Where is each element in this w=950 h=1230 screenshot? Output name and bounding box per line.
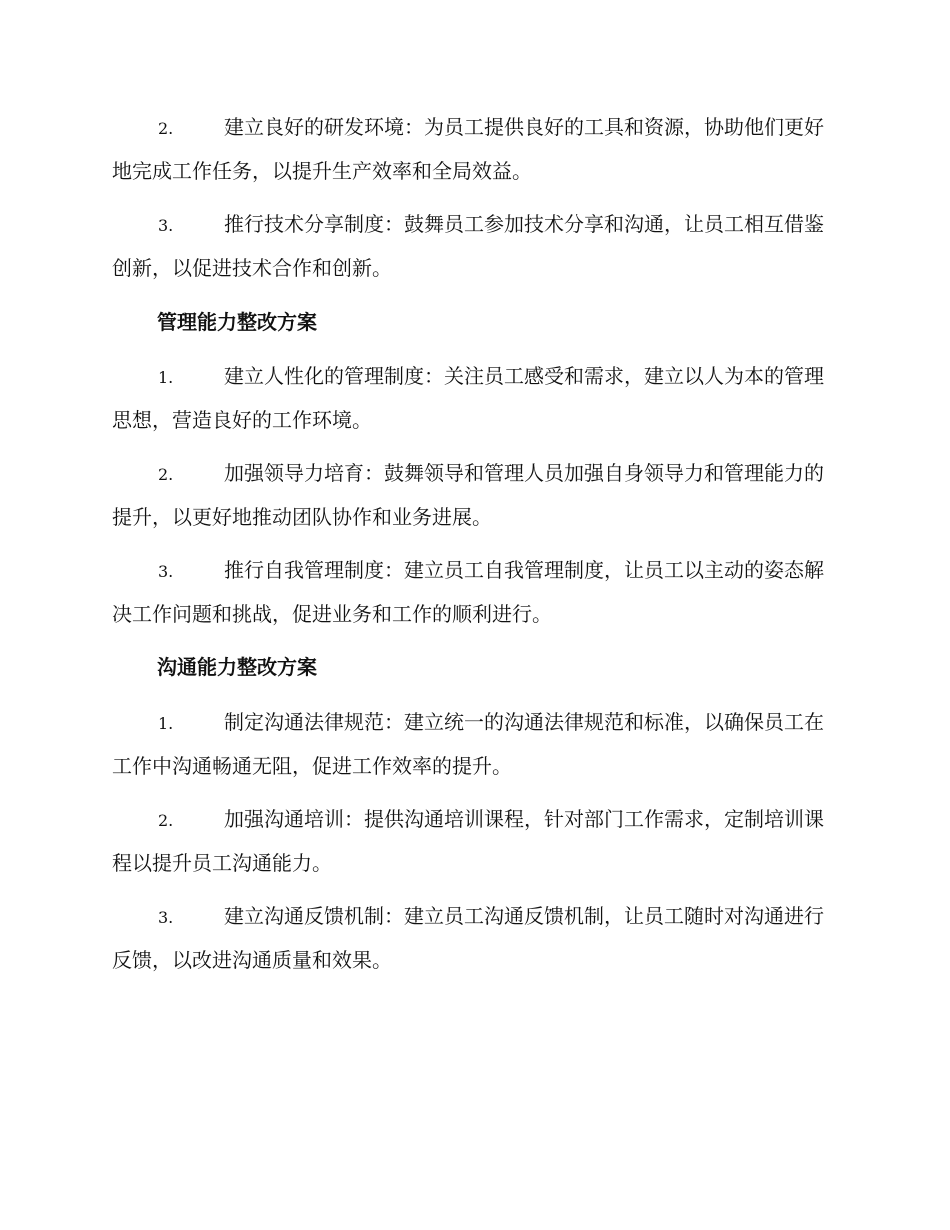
item-number: 2. (158, 465, 174, 484)
list-item (112, 355, 834, 442)
section-heading: 管理能力整改方案 (157, 310, 317, 334)
list-item (112, 701, 834, 788)
item-number: 2. (158, 119, 174, 138)
list-item (112, 203, 834, 290)
item-text: 加强沟通培训：提供沟通培训课程，针对部门工作需求，定制培训课程以提升员工沟通能力。 (112, 807, 824, 875)
item-number: 3. (158, 216, 174, 235)
item-text: 推行自我管理制度：建立员工自我管理制度，让员工以主动的姿态解决工作问题和挑战，促进业务和工作的顺利进行。 (112, 558, 824, 626)
item-text: 推行技术分享制度：鼓舞员工参加技术分享和沟通，让员工相互借鉴创新，以促进技术合作和创新。 (112, 212, 824, 280)
item-text: 建立沟通反馈机制：建立员工沟通反馈机制，让员工随时对沟通进行反馈，以改进沟通质量和效果。 (112, 904, 824, 972)
list-item (112, 895, 834, 982)
section-heading: 沟通能力整改方案 (157, 655, 317, 679)
item-text: 建立良好的研发环境：为员工提供良好的工具和资源，协助他们更好地完成工作任务，以提升生产效率和全局效益。 (112, 115, 824, 183)
item-text: 加强领导力培育：鼓舞领导和管理人员加强自身领导力和管理能力的提升，以更好地推动团队协作和业务进展。 (112, 461, 824, 529)
item-text: 建立人性化的管理制度：关注员工感受和需求，建立以人为本的管理思想，营造良好的工作环境。 (112, 364, 824, 432)
item-number: 3. (158, 908, 174, 927)
item-number: 3. (158, 562, 174, 581)
list-item (112, 798, 834, 885)
list-item (112, 549, 834, 636)
item-number: 1. (158, 714, 174, 733)
list-item (112, 106, 834, 193)
item-text: 制定沟通法律规范：建立统一的沟通法律规范和标准，以确保员工在工作中沟通畅通无阻，促进工作效率的提升。 (112, 710, 824, 778)
list-item (112, 452, 834, 539)
item-number: 1. (158, 368, 174, 387)
item-number: 2. (158, 811, 174, 830)
